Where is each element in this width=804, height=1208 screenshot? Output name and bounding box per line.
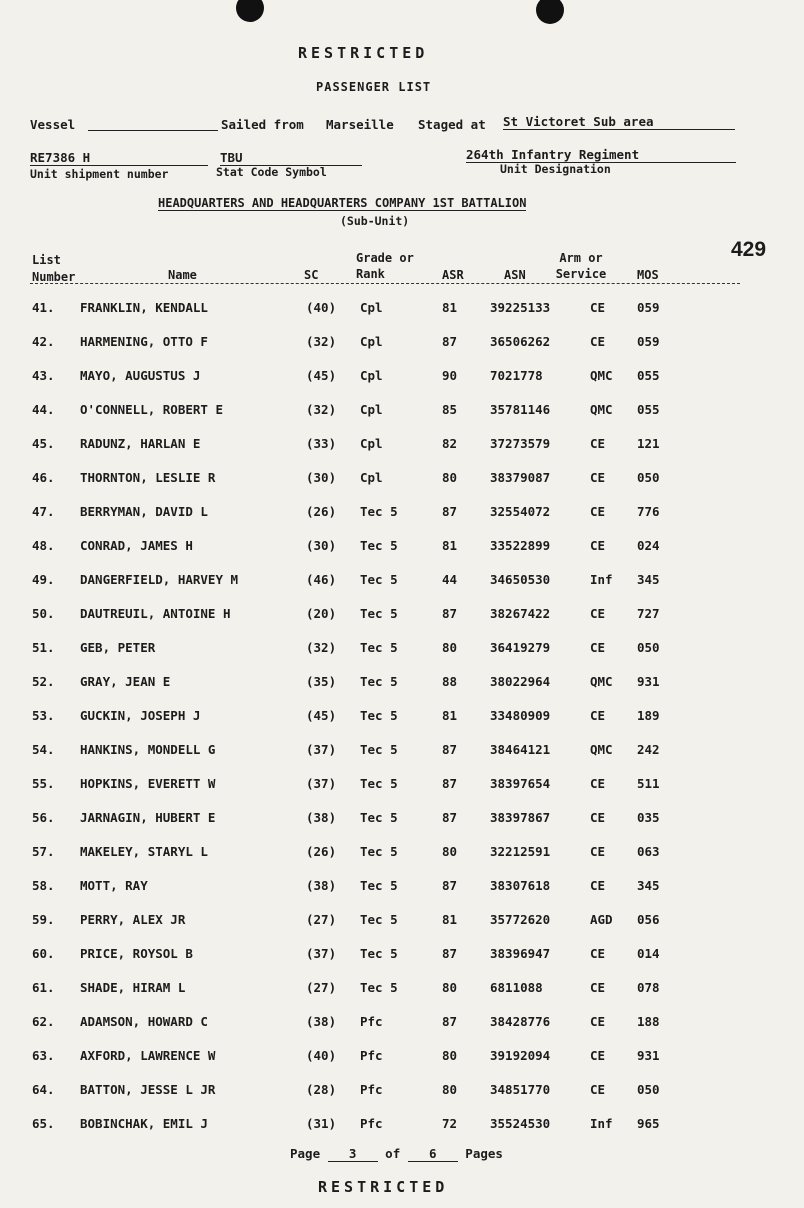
- mos-value: 121: [637, 436, 660, 451]
- asr-value: 82: [442, 436, 458, 451]
- mos-value: 345: [637, 878, 660, 893]
- grade-value: Cpl: [360, 470, 383, 485]
- sc-value: (38): [306, 1014, 337, 1029]
- mos-value: 014: [637, 946, 660, 961]
- grade-value: Cpl: [360, 368, 383, 383]
- sc-value: (38): [306, 878, 337, 893]
- list-number: 43.: [32, 368, 55, 383]
- mos-value: 050: [637, 1082, 660, 1097]
- restricted-footer: RESTRICTED: [318, 1178, 449, 1196]
- unit-designation-value: 264th Infantry Regiment: [466, 147, 736, 163]
- passenger-name: AXFORD, LAWRENCE W: [80, 1048, 216, 1063]
- list-number: 55.: [32, 776, 55, 791]
- mos-value: 242: [637, 742, 660, 757]
- grade-value: Pfc: [360, 1082, 383, 1097]
- passenger-name: PRICE, ROYSOL B: [80, 946, 193, 961]
- table-row: [0, 1074, 804, 1108]
- sc-value: (40): [306, 1048, 337, 1063]
- list-number: 52.: [32, 674, 55, 689]
- passenger-name: MAKELEY, STARYL L: [80, 844, 208, 859]
- passenger-name: DAUTREUIL, ANTOINE H: [80, 606, 231, 621]
- list-number: 48.: [32, 538, 55, 553]
- table-row: [0, 1108, 804, 1142]
- table-row: [0, 700, 804, 734]
- asn-value: 33480909: [490, 708, 551, 723]
- arm-value: CE: [590, 980, 606, 995]
- asn-value: 32212591: [490, 844, 551, 859]
- arm-value: CE: [590, 300, 606, 315]
- mos-value: 035: [637, 810, 660, 825]
- passenger-name: PERRY, ALEX JR: [80, 912, 186, 927]
- grade-value: Cpl: [360, 402, 383, 417]
- table-row: [0, 1006, 804, 1040]
- grade-value: Pfc: [360, 1014, 383, 1029]
- asn-value: 38397867: [490, 810, 551, 825]
- grade-value: Tec 5: [360, 606, 398, 621]
- asr-value: 87: [442, 504, 458, 519]
- asr-value: 88: [442, 674, 458, 689]
- staged-at-label: Staged at: [418, 117, 486, 132]
- table-row: [0, 972, 804, 1006]
- arm-value: Inf: [590, 1116, 613, 1131]
- asn-value: 7021778: [490, 368, 543, 383]
- sc-value: (27): [306, 912, 337, 927]
- sc-value: (35): [306, 674, 337, 689]
- passenger-name: JARNAGIN, HUBERT E: [80, 810, 216, 825]
- asn-value: 32554072: [490, 504, 551, 519]
- list-number: 62.: [32, 1014, 55, 1029]
- col-grade: Grade or Rank: [356, 251, 414, 281]
- table-row: [0, 530, 804, 564]
- mos-value: 024: [637, 538, 660, 553]
- list-number: 61.: [32, 980, 55, 995]
- table-row: [0, 326, 804, 360]
- asn-value: 34650530: [490, 572, 551, 587]
- list-number: 54.: [32, 742, 55, 757]
- arm-value: CE: [590, 844, 606, 859]
- arm-value: CE: [590, 810, 606, 825]
- arm-value: CE: [590, 606, 606, 621]
- asn-value: 38464121: [490, 742, 551, 757]
- punch-hole-left: [236, 0, 264, 22]
- arm-value: CE: [590, 878, 606, 893]
- asn-value: 35524530: [490, 1116, 551, 1131]
- passenger-name: O'CONNELL, ROBERT E: [80, 402, 223, 417]
- passenger-name: HARMENING, OTTO F: [80, 334, 208, 349]
- table-row: [0, 1040, 804, 1074]
- unit-shipment-label: Unit shipment number: [30, 167, 169, 181]
- mos-value: 050: [637, 640, 660, 655]
- asr-value: 81: [442, 912, 458, 927]
- arm-value: CE: [590, 1014, 606, 1029]
- sailed-from-value: Marseille: [326, 117, 394, 132]
- arm-value: CE: [590, 1048, 606, 1063]
- list-number: 64.: [32, 1082, 55, 1097]
- table-row: [0, 632, 804, 666]
- passenger-name: CONRAD, JAMES H: [80, 538, 193, 553]
- asn-value: 38022964: [490, 674, 551, 689]
- arm-value: CE: [590, 436, 606, 451]
- sub-unit-label: (Sub-Unit): [340, 214, 410, 228]
- asn-value: 6811088: [490, 980, 543, 995]
- vessel-label: Vessel: [30, 117, 76, 132]
- arm-value: QMC: [590, 674, 613, 689]
- punch-hole-right: [536, 0, 564, 24]
- grade-value: Tec 5: [360, 742, 398, 757]
- mos-value: 931: [637, 1048, 660, 1063]
- table-row: [0, 394, 804, 428]
- asn-value: 38267422: [490, 606, 551, 621]
- list-number: 53.: [32, 708, 55, 723]
- list-number: 58.: [32, 878, 55, 893]
- sub-unit-value: HEADQUARTERS AND HEADQUARTERS COMPANY 1ST BATTALION: [158, 196, 527, 210]
- grade-value: Tec 5: [360, 946, 398, 961]
- grade-value: Cpl: [360, 436, 383, 451]
- asn-value: 38307618: [490, 878, 551, 893]
- list-number: 65.: [32, 1116, 55, 1131]
- passenger-name: BATTON, JESSE L JR: [80, 1082, 216, 1097]
- table-row: [0, 904, 804, 938]
- grade-value: Tec 5: [360, 878, 398, 893]
- sc-value: (38): [306, 810, 337, 825]
- sc-value: (26): [306, 844, 337, 859]
- table-row: [0, 734, 804, 768]
- arm-value: AGD: [590, 912, 613, 927]
- passenger-name: HOPKINS, EVERETT W: [80, 776, 216, 791]
- passenger-name: ADAMSON, HOWARD C: [80, 1014, 208, 1029]
- asr-value: 80: [442, 1082, 458, 1097]
- grade-value: Tec 5: [360, 572, 398, 587]
- arm-value: CE: [590, 334, 606, 349]
- arm-value: QMC: [590, 368, 613, 383]
- list-number: 60.: [32, 946, 55, 961]
- sc-value: (27): [306, 980, 337, 995]
- mos-value: 931: [637, 674, 660, 689]
- asr-value: 72: [442, 1116, 458, 1131]
- mos-value: 189: [637, 708, 660, 723]
- grade-value: Tec 5: [360, 708, 398, 723]
- sc-value: (26): [306, 504, 337, 519]
- table-row: [0, 462, 804, 496]
- asn-value: 34851770: [490, 1082, 551, 1097]
- col-asn: ASN: [504, 268, 526, 282]
- grade-value: Tec 5: [360, 912, 398, 927]
- mos-value: 511: [637, 776, 660, 791]
- grade-value: Tec 5: [360, 776, 398, 791]
- mos-value: 188: [637, 1014, 660, 1029]
- sc-value: (31): [306, 1116, 337, 1131]
- arm-value: CE: [590, 1082, 606, 1097]
- list-number: 45.: [32, 436, 55, 451]
- mos-value: 055: [637, 402, 660, 417]
- mos-value: 055: [637, 368, 660, 383]
- grade-value: Tec 5: [360, 844, 398, 859]
- table-row: [0, 292, 804, 326]
- list-number: 59.: [32, 912, 55, 927]
- header-divider: [30, 283, 740, 284]
- mos-value: 063: [637, 844, 660, 859]
- sailed-from-label: Sailed from: [221, 117, 304, 132]
- mos-value: 059: [637, 300, 660, 315]
- sc-value: (45): [306, 708, 337, 723]
- passenger-name: THORNTON, LESLIE R: [80, 470, 216, 485]
- arm-value: CE: [590, 470, 606, 485]
- table-row: [0, 428, 804, 462]
- arm-value: QMC: [590, 742, 613, 757]
- asn-value: 35781146: [490, 402, 551, 417]
- asn-value: 36419279: [490, 640, 551, 655]
- sc-value: (30): [306, 538, 337, 553]
- asr-value: 87: [442, 742, 458, 757]
- staged-at-value: St Victoret Sub area: [503, 114, 735, 130]
- asn-value: 37273579: [490, 436, 551, 451]
- arm-value: CE: [590, 946, 606, 961]
- mos-value: 050: [637, 470, 660, 485]
- passenger-name: SHADE, HIRAM L: [80, 980, 186, 995]
- of-label: of: [385, 1146, 401, 1161]
- asn-value: 36506262: [490, 334, 551, 349]
- table-row: [0, 802, 804, 836]
- asn-value: 35772620: [490, 912, 551, 927]
- sc-value: (20): [306, 606, 337, 621]
- list-number: 57.: [32, 844, 55, 859]
- asr-value: 80: [442, 980, 458, 995]
- page-counter: [290, 1146, 503, 1162]
- grade-value: Tec 5: [360, 538, 398, 553]
- grade-value: Pfc: [360, 1048, 383, 1063]
- mos-value: 056: [637, 912, 660, 927]
- table-row: [0, 666, 804, 700]
- arm-value: CE: [590, 776, 606, 791]
- vessel-field: [88, 116, 218, 131]
- mos-value: 776: [637, 504, 660, 519]
- asn-value: 38379087: [490, 470, 551, 485]
- list-number: 49.: [32, 572, 55, 587]
- sc-value: (45): [306, 368, 337, 383]
- sc-value: (37): [306, 742, 337, 757]
- asr-value: 90: [442, 368, 458, 383]
- arm-value: QMC: [590, 402, 613, 417]
- passenger-name: DANGERFIELD, HARVEY M: [80, 572, 239, 587]
- grade-value: Tec 5: [360, 810, 398, 825]
- asr-value: 80: [442, 470, 458, 485]
- col-arm-service: Arm or Service: [555, 251, 607, 281]
- grade-value: Pfc: [360, 1116, 383, 1131]
- asr-value: 87: [442, 334, 458, 349]
- table-row: [0, 564, 804, 598]
- sc-value: (32): [306, 640, 337, 655]
- arm-value: CE: [590, 504, 606, 519]
- passenger-name: HANKINS, MONDELL G: [80, 742, 216, 757]
- asn-value: 33522899: [490, 538, 551, 553]
- list-number: 51.: [32, 640, 55, 655]
- page-current: 3: [328, 1146, 378, 1162]
- stat-code-label: Stat Code Symbol: [216, 165, 327, 179]
- sc-value: (32): [306, 334, 337, 349]
- arm-value: CE: [590, 708, 606, 723]
- mos-value: 727: [637, 606, 660, 621]
- asr-value: 81: [442, 708, 458, 723]
- table-row: [0, 496, 804, 530]
- asn-value: 38428776: [490, 1014, 551, 1029]
- asn-value: 39192094: [490, 1048, 551, 1063]
- mos-value: 059: [637, 334, 660, 349]
- list-number: 44.: [32, 402, 55, 417]
- arm-value: Inf: [590, 572, 613, 587]
- list-number: 50.: [32, 606, 55, 621]
- asr-value: 80: [442, 844, 458, 859]
- sc-value: (30): [306, 470, 337, 485]
- col-list-number: List Number: [32, 253, 76, 284]
- unit-designation-label: Unit Designation: [500, 162, 611, 176]
- asr-value: 87: [442, 606, 458, 621]
- passenger-name: BOBINCHAK, EMIL J: [80, 1116, 208, 1131]
- sc-value: (40): [306, 300, 337, 315]
- page-stamp-number: 429: [731, 238, 767, 261]
- list-title: PASSENGER LIST: [316, 80, 432, 94]
- asr-value: 81: [442, 538, 458, 553]
- asr-value: 87: [442, 946, 458, 961]
- passenger-name: GRAY, JEAN E: [80, 674, 171, 689]
- page-label: Page: [290, 1146, 321, 1161]
- sc-value: (46): [306, 572, 337, 587]
- table-row: [0, 938, 804, 972]
- mos-value: 078: [637, 980, 660, 995]
- table-row: [0, 598, 804, 632]
- sc-value: (37): [306, 946, 337, 961]
- passenger-name: BERRYMAN, DAVID L: [80, 504, 208, 519]
- unit-shipment-value: RE7386 H: [30, 150, 208, 166]
- passenger-name: RADUNZ, HARLAN E: [80, 436, 201, 451]
- table-row: [0, 836, 804, 870]
- col-asr: ASR: [442, 268, 464, 282]
- passenger-name: MOTT, RAY: [80, 878, 148, 893]
- asr-value: 87: [442, 810, 458, 825]
- sc-value: (28): [306, 1082, 337, 1097]
- col-name: Name: [168, 268, 197, 282]
- list-number: 42.: [32, 334, 55, 349]
- asr-value: 85: [442, 402, 458, 417]
- grade-value: Cpl: [360, 300, 383, 315]
- pages-label: Pages: [465, 1146, 503, 1161]
- asr-value: 87: [442, 1014, 458, 1029]
- page-total: 6: [408, 1146, 458, 1162]
- sc-value: (33): [306, 436, 337, 451]
- arm-value: CE: [590, 640, 606, 655]
- list-number: 56.: [32, 810, 55, 825]
- table-row: [0, 360, 804, 394]
- col-sc: SC: [304, 268, 319, 282]
- arm-value: CE: [590, 538, 606, 553]
- asr-value: 44: [442, 572, 458, 587]
- grade-value: Tec 5: [360, 640, 398, 655]
- asn-value: 39225133: [490, 300, 551, 315]
- grade-value: Cpl: [360, 334, 383, 349]
- stat-code-value: TBU: [220, 150, 362, 166]
- sc-value: (32): [306, 402, 337, 417]
- list-number: 41.: [32, 300, 55, 315]
- list-number: 46.: [32, 470, 55, 485]
- mos-value: 345: [637, 572, 660, 587]
- asr-value: 87: [442, 878, 458, 893]
- passenger-name: GEB, PETER: [80, 640, 156, 655]
- list-number: 63.: [32, 1048, 55, 1063]
- table-row: [0, 768, 804, 802]
- asr-value: 80: [442, 1048, 458, 1063]
- passenger-name: FRANKLIN, KENDALL: [80, 300, 208, 315]
- list-number: 47.: [32, 504, 55, 519]
- grade-value: Tec 5: [360, 674, 398, 689]
- passenger-name: GUCKIN, JOSEPH J: [80, 708, 201, 723]
- passenger-name: MAYO, AUGUSTUS J: [80, 368, 201, 383]
- asr-value: 80: [442, 640, 458, 655]
- asn-value: 38397654: [490, 776, 551, 791]
- asr-value: 81: [442, 300, 458, 315]
- grade-value: Tec 5: [360, 504, 398, 519]
- table-row: [0, 870, 804, 904]
- grade-value: Tec 5: [360, 980, 398, 995]
- col-mos: MOS: [637, 268, 659, 282]
- sc-value: (37): [306, 776, 337, 791]
- asr-value: 87: [442, 776, 458, 791]
- asn-value: 38396947: [490, 946, 551, 961]
- mos-value: 965: [637, 1116, 660, 1131]
- restricted-header: RESTRICTED: [298, 44, 429, 62]
